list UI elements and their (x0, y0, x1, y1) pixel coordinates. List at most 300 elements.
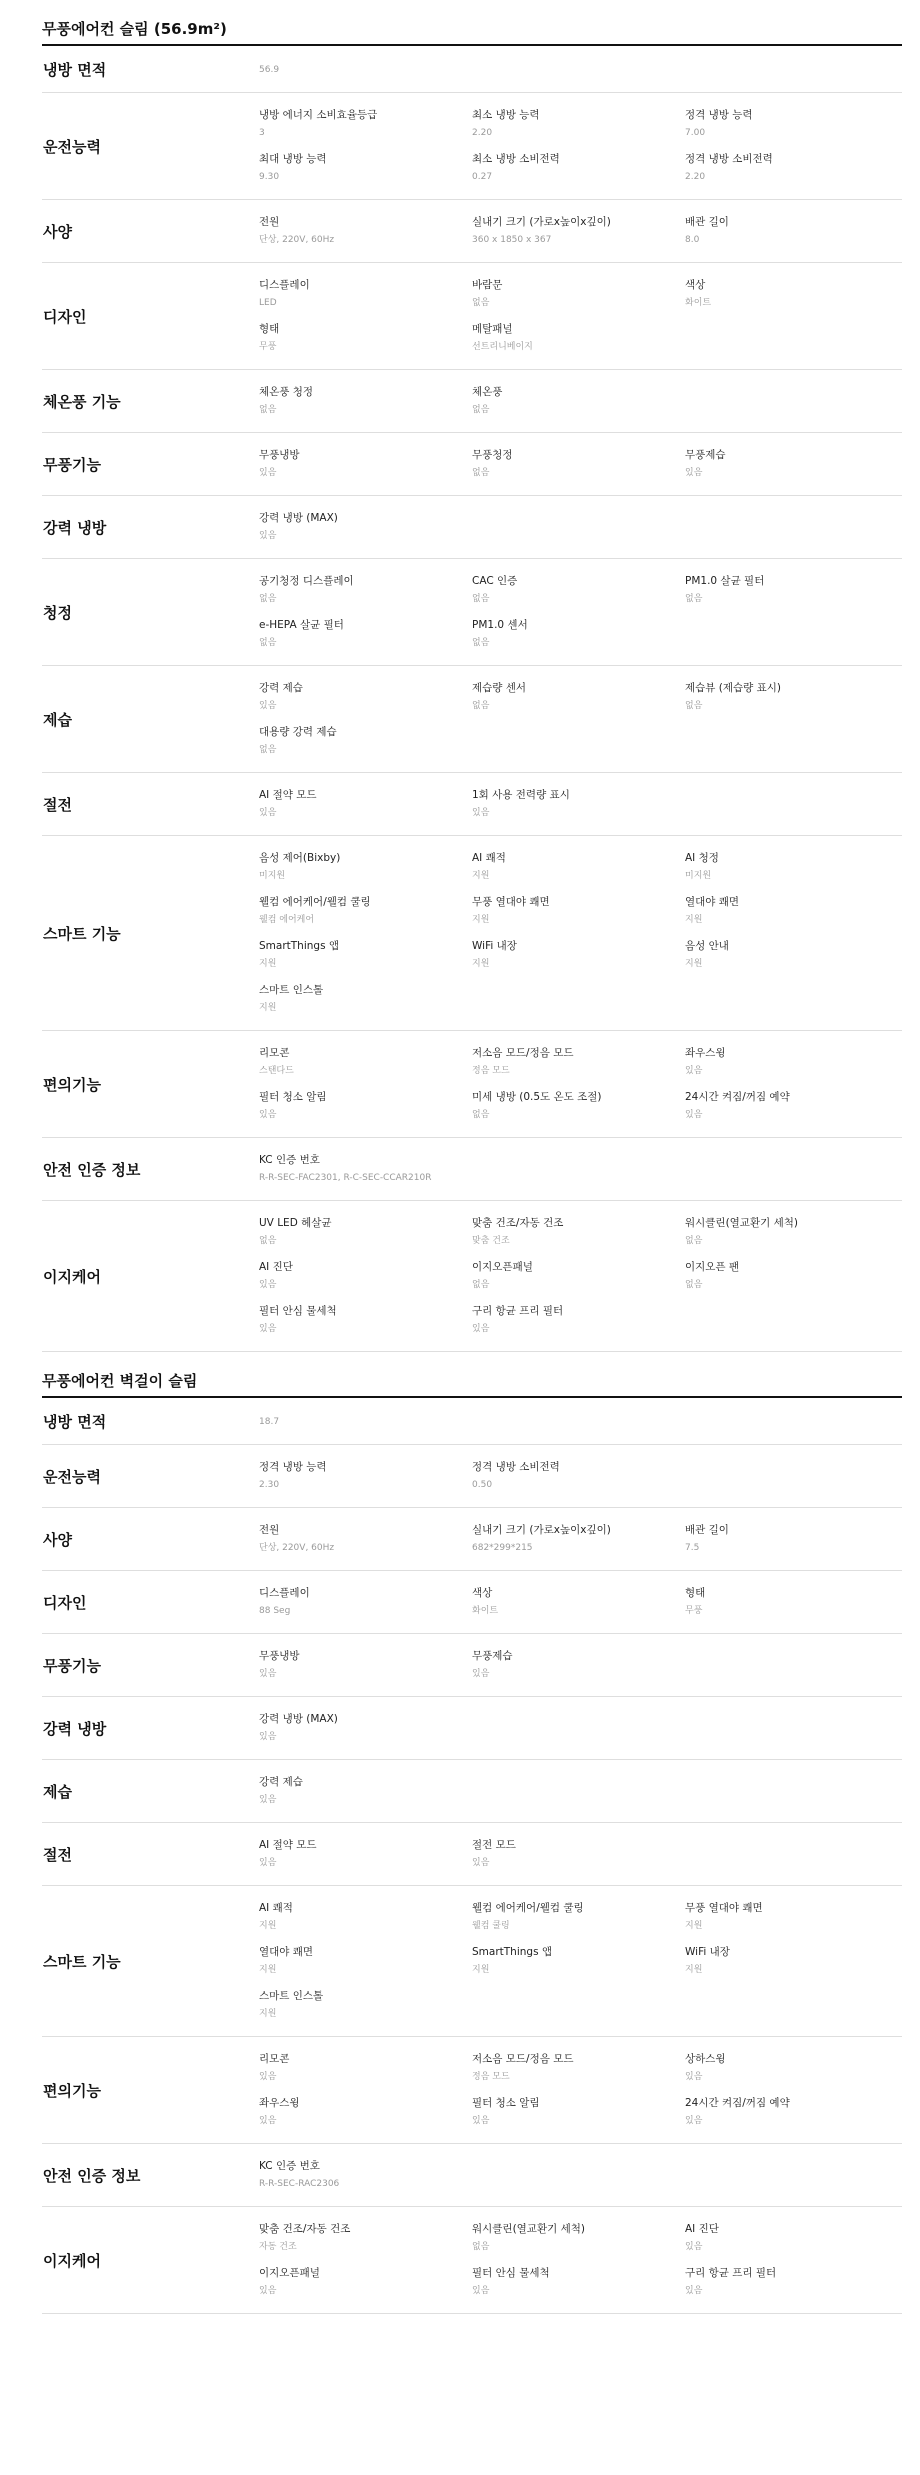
spec-item-name: 디스플레이 (259, 1587, 310, 1599)
spec-item-name: KC 인증 번호 (259, 2160, 320, 2172)
spec-item (259, 447, 472, 481)
spec-row (42, 370, 902, 433)
spec-item-name: 정격 냉방 능력 (259, 1461, 327, 1473)
spec-item (472, 1459, 685, 1493)
spec-items (259, 46, 902, 92)
spec-item-value: 0.50 (472, 1480, 493, 1490)
spec-row (42, 559, 902, 666)
spec-item (472, 2221, 685, 2255)
spec-item (259, 1259, 472, 1293)
spec-item-value: 있음 (259, 701, 277, 711)
spec-items (259, 836, 902, 1030)
spec-items (259, 1031, 902, 1137)
spec-items (259, 93, 902, 199)
spec-item (259, 1944, 472, 1978)
spec-item (685, 1045, 897, 1079)
spec-item-value: 88 Seg (259, 1606, 291, 1616)
spec-item-value: 지원 (472, 1965, 490, 1975)
spec-item (472, 214, 685, 248)
spec-item-name: 냉방 에너지 소비효율등급 (259, 109, 378, 121)
spec-item (259, 2265, 472, 2299)
spec-item-name: WiFi 내장 (472, 940, 517, 952)
spec-item-name: 웰컴 에어케어/웰컴 쿨링 (472, 1902, 584, 1914)
spec-item-name: 최대 냉방 능력 (259, 153, 327, 165)
spec-item-name: 워시클린(열교환기 세척) (472, 2223, 585, 2235)
spec-item (259, 151, 472, 185)
spec-row (42, 46, 902, 93)
spec-item (472, 277, 685, 311)
spec-item-value: 있음 (685, 2116, 703, 2126)
spec-items (259, 496, 902, 558)
spec-item-name: 정격 냉방 소비전력 (685, 153, 773, 165)
spec-item-name: AI 절약 모드 (259, 789, 317, 801)
spec-item-value: 있음 (259, 1732, 277, 1742)
spec-item (259, 1089, 472, 1123)
spec-item (685, 1215, 897, 1249)
spec-items (259, 433, 902, 495)
spec-item-name: 24시간 켜짐/꺼짐 예약 (685, 1091, 790, 1103)
spec-item-name: 강력 제습 (259, 1776, 303, 1788)
spec-item-name: PM1.0 센서 (472, 619, 528, 631)
spec-item-value: LED (259, 298, 277, 308)
spec-item (472, 617, 685, 651)
spec-item-value: 무풍 (259, 342, 277, 352)
spec-item-name: 배관 길이 (685, 1524, 729, 1536)
spec-item-name: 무풍 열대야 쾌면 (472, 896, 550, 908)
spec-item-name: 저소음 모드/정음 모드 (472, 1047, 574, 1059)
spec-item-value: 지원 (259, 1921, 277, 1931)
spec-item-value: 있음 (259, 1858, 277, 1868)
spec-item-name: 색상 (472, 1587, 493, 1599)
spec-category-label: 디자인 (43, 307, 87, 326)
spec-item (685, 1089, 897, 1123)
spec-item-value: 웰컴 쿨링 (472, 1921, 510, 1931)
spec-item-value: 있음 (259, 1795, 277, 1805)
spec-item (685, 573, 897, 607)
spec-item-name: 1회 사용 전력량 표시 (472, 789, 570, 801)
spec-item-name: 체온풍 청정 (259, 386, 314, 398)
spec-item (259, 1711, 472, 1745)
spec-item (685, 2095, 897, 2129)
spec-row (42, 666, 902, 773)
spec-row (42, 1398, 902, 1445)
spec-item (472, 321, 685, 355)
spec-item-value: 지원 (685, 1965, 703, 1975)
spec-item (259, 1459, 472, 1493)
spec-item-value: 단상, 220V, 60Hz (259, 1543, 335, 1553)
spec-items (259, 1697, 902, 1759)
spec-item (259, 1585, 472, 1619)
spec-category-label: 사양 (43, 1530, 72, 1549)
spec-item (472, 1089, 685, 1123)
spec-item-value: 있음 (472, 1858, 490, 1868)
spec-item-value: 지원 (685, 959, 703, 969)
spec-items (259, 263, 902, 369)
spec-item (259, 1648, 472, 1682)
spec-item-value: 56.9 (259, 65, 280, 75)
spec-item-value: 360 x 1850 x 367 (472, 235, 552, 245)
spec-item-value: 2.20 (472, 128, 493, 138)
spec-item-value: 없음 (472, 298, 490, 308)
spec-item (259, 1522, 472, 1556)
spec-items (259, 1634, 902, 1696)
spec-category-label: 사양 (43, 222, 72, 241)
spec-items (259, 1138, 902, 1200)
spec-category-label: 냉방 면적 (43, 1412, 107, 1431)
spec-item (472, 1522, 685, 1556)
spec-row (42, 93, 902, 200)
spec-item-name: 강력 제습 (259, 682, 303, 694)
spec-item (259, 787, 472, 821)
spec-item-name: 최소 냉방 소비전력 (472, 153, 560, 165)
spec-item-value: R-R-SEC-RAC2306 (259, 2179, 340, 2189)
spec-item-value: 있음 (472, 2116, 490, 2126)
spec-item-value: 있음 (259, 468, 277, 478)
spec-item-value: 미지원 (685, 871, 712, 881)
spec-item (685, 1522, 897, 1556)
spec-item-name: KC 인증 번호 (259, 1154, 320, 1166)
spec-item-name: 공기청정 디스플레이 (259, 575, 354, 587)
spec-item-name: 상하스윙 (685, 2053, 726, 2065)
spec-item-name: 워시클린(열교환기 세척) (685, 1217, 798, 1229)
spec-item-name: 색상 (685, 279, 706, 291)
spec-item-name: e-HEPA 살균 필터 (259, 619, 344, 631)
spec-item-value: 없음 (472, 701, 490, 711)
spec-item-name: 바람문 (472, 279, 503, 291)
spec-items (259, 666, 902, 772)
spec-item (259, 1900, 472, 1934)
spec-item-value: 있음 (259, 2286, 277, 2296)
spec-item-name: 필터 안심 물세척 (259, 1305, 337, 1317)
spec-item (472, 1045, 685, 1079)
spec-item-name: 열대야 쾌면 (685, 896, 740, 908)
spec-category-label: 스마트 기능 (43, 1952, 121, 1971)
spec-item-value: 웰컴 에어케어 (259, 915, 315, 925)
spec-item (259, 1988, 472, 2022)
spec-item (259, 850, 472, 884)
spec-item-value: 없음 (472, 594, 490, 604)
spec-items (259, 1445, 902, 1507)
spec-item-value: 화이트 (685, 298, 712, 308)
spec-item-value: 정음 모드 (472, 2072, 510, 2082)
spec-item-name: 필터 청소 알림 (259, 1091, 327, 1103)
spec-item-name: 메탈패널 (472, 323, 513, 335)
spec-item-name: 미세 냉방 (0.5도 온도 조절) (472, 1091, 602, 1103)
spec-item-value: 있음 (259, 808, 277, 818)
spec-items (259, 1760, 902, 1822)
spec-item-name: 전원 (259, 1524, 280, 1536)
spec-row (42, 1508, 902, 1571)
spec-item (472, 151, 685, 185)
spec-item-name: 제습량 센서 (472, 682, 527, 694)
spec-item-value: 미지원 (259, 871, 286, 881)
spec-item-name: PM1.0 살균 필터 (685, 575, 765, 587)
spec-row (42, 1571, 902, 1634)
spec-item (472, 1837, 685, 1871)
spec-item-value: 있음 (472, 808, 490, 818)
spec-category-label: 절전 (43, 1845, 72, 1864)
spec-item (259, 894, 472, 928)
spec-item (259, 982, 472, 1016)
spec-item-name: 최소 냉방 능력 (472, 109, 540, 121)
spec-item (259, 321, 472, 355)
spec-item-name: 절전 모드 (472, 1839, 516, 1851)
spec-item-name: 이지오픈패널 (472, 1261, 533, 1273)
spec-row (42, 1031, 902, 1138)
spec-item (685, 850, 897, 884)
spec-item-name: 이지오픈패널 (259, 2267, 320, 2279)
spec-item-value: 있음 (472, 1669, 490, 1679)
spec-item (472, 938, 685, 972)
spec-item-value: 8.0 (685, 235, 700, 245)
spec-category-label: 디자인 (43, 1593, 87, 1612)
spec-category-label: 절전 (43, 795, 72, 814)
spec-items (259, 1886, 902, 2036)
spec-item (472, 2051, 685, 2085)
spec-item-value: 없음 (685, 594, 703, 604)
spec-row (42, 1760, 902, 1823)
spec-item (685, 1944, 897, 1978)
spec-item-value: 없음 (259, 638, 277, 648)
spec-row (42, 2144, 902, 2207)
spec-item (472, 1585, 685, 1619)
spec-item (259, 617, 472, 651)
spec-item-name: AI 쾌적 (472, 852, 506, 864)
spec-item-value: 있음 (685, 2242, 703, 2252)
spec-item (259, 1215, 472, 1249)
spec-row (42, 2207, 902, 2314)
spec-item-name: 강력 냉방 (MAX) (259, 512, 338, 524)
spec-item-value: 있음 (259, 1280, 277, 1290)
spec-item-value: 있음 (685, 1066, 703, 1076)
spec-item-name: 디스플레이 (259, 279, 310, 291)
spec-item-value: 9.30 (259, 172, 280, 182)
spec-items (259, 200, 902, 262)
spec-item-name: WiFi 내장 (685, 1946, 730, 1958)
spec-item-value: 자동 건조 (259, 2242, 297, 2252)
spec-category-label: 무풍기능 (43, 455, 101, 474)
spec-item-name: 체온풍 (472, 386, 503, 398)
spec-item (685, 1259, 897, 1293)
spec-item-value: 18.7 (259, 1417, 280, 1427)
spec-item-value: 지원 (259, 2009, 277, 2019)
spec-category-label: 이지케어 (43, 1267, 101, 1286)
spec-item (259, 107, 472, 141)
spec-item (472, 1944, 685, 1978)
spec-item-value: 없음 (472, 638, 490, 648)
spec-item (685, 1900, 897, 1934)
spec-item (259, 1303, 472, 1337)
spec-category-label: 편의기능 (43, 2081, 101, 2100)
spec-item-name: 형태 (259, 323, 280, 335)
spec-item-name: 맞춤 건조/자동 건조 (472, 1217, 564, 1229)
spec-item (259, 2158, 472, 2192)
spec-item-name: 제습뷰 (제습량 표시) (685, 682, 782, 694)
section-title: 무풍에어컨 슬림 (56.9m²) (42, 0, 902, 46)
spec-category-label: 안전 인증 정보 (43, 2166, 141, 2185)
spec-item-name: 리모콘 (259, 2053, 290, 2065)
spec-item-name: 대용량 강력 제습 (259, 726, 337, 738)
spec-item (259, 1774, 472, 1808)
spec-item (259, 1152, 472, 1186)
spec-item (259, 680, 472, 714)
spec-item-name: 무풍냉방 (259, 449, 300, 461)
spec-row (42, 773, 902, 836)
spec-category-label: 운전능력 (43, 1467, 101, 1486)
spec-item-name: 스마트 인스톨 (259, 1990, 324, 2002)
spec-item (259, 2095, 472, 2129)
spec-item (259, 214, 472, 248)
spec-item (472, 107, 685, 141)
spec-item-value: 있음 (685, 468, 703, 478)
spec-category-label: 이지케어 (43, 2251, 101, 2270)
spec-item-value: 7.00 (685, 128, 706, 138)
spec-item (472, 573, 685, 607)
spec-items (259, 1823, 902, 1885)
spec-item (472, 680, 685, 714)
spec-item-name: 이지오픈 팬 (685, 1261, 740, 1273)
spec-item (472, 850, 685, 884)
spec-item (259, 60, 472, 78)
spec-item (472, 1303, 685, 1337)
spec-item (685, 2265, 897, 2299)
spec-item-name: 리모콘 (259, 1047, 290, 1059)
spec-category-label: 체온풍 기능 (43, 392, 121, 411)
spec-item-value: 없음 (259, 405, 277, 415)
spec-item-value: 없음 (259, 594, 277, 604)
spec-item-value: 화이트 (472, 1606, 499, 1616)
spec-page (42, 0, 902, 2314)
spec-item-name: AI 청정 (685, 852, 719, 864)
spec-item-value: 없음 (259, 745, 277, 755)
spec-item-value: 0.27 (472, 172, 493, 182)
spec-item-value: 있음 (685, 2286, 703, 2296)
spec-item (472, 384, 685, 418)
section-title: 무풍에어컨 벽걸이 슬림 (42, 1352, 902, 1398)
spec-item (259, 2221, 472, 2255)
spec-items (259, 1201, 902, 1351)
spec-item-value: 있음 (259, 1110, 277, 1120)
spec-item-value: 지원 (259, 1965, 277, 1975)
spec-item-value: 있음 (259, 531, 277, 541)
spec-item-value: 있음 (685, 1110, 703, 1120)
spec-item-name: 실내기 크기 (가로x높이x깊이) (472, 216, 611, 228)
spec-item-value: 지원 (259, 1003, 277, 1013)
spec-item-value: R-R-SEC-FAC2301, R-C-SEC-CCAR210R (259, 1173, 432, 1183)
spec-category-label: 강력 냉방 (43, 1719, 107, 1738)
spec-category-label: 무풍기능 (43, 1656, 101, 1675)
spec-item-value: 지원 (259, 959, 277, 969)
spec-item (259, 277, 472, 311)
spec-item-name: 형태 (685, 1587, 706, 1599)
spec-category-label: 강력 냉방 (43, 518, 107, 537)
spec-item-name: AI 진단 (259, 1261, 293, 1273)
spec-row (42, 263, 902, 370)
spec-item-value: 있음 (259, 2116, 277, 2126)
spec-row (42, 1697, 902, 1760)
spec-item-value: 7.5 (685, 1543, 700, 1553)
spec-item (685, 1585, 897, 1619)
spec-item (472, 2265, 685, 2299)
spec-item-name: 배관 길이 (685, 216, 729, 228)
spec-row (42, 836, 902, 1031)
spec-row (42, 1886, 902, 2037)
spec-items (259, 1571, 902, 1633)
spec-row (42, 496, 902, 559)
spec-items (259, 2207, 902, 2313)
spec-item-name: 웰컴 에어케어/웰컴 쿨링 (259, 896, 371, 908)
spec-item-value: 682*299*215 (472, 1543, 533, 1553)
spec-items (259, 773, 902, 835)
spec-item-name: 좌우스윙 (259, 2097, 300, 2109)
spec-item-value: 없음 (472, 2242, 490, 2252)
spec-item-value: 있음 (685, 2072, 703, 2082)
spec-item (472, 1648, 685, 1682)
spec-item-value: 있음 (472, 2286, 490, 2296)
spec-items (259, 370, 902, 432)
spec-item-name: 필터 안심 물세척 (472, 2267, 550, 2279)
spec-item-name: 24시간 켜짐/꺼짐 예약 (685, 2097, 790, 2109)
spec-item-value: 있음 (472, 1324, 490, 1334)
spec-item-value: 2.30 (259, 1480, 280, 1490)
spec-item-value: 단상, 220V, 60Hz (259, 235, 335, 245)
spec-items (259, 559, 902, 665)
spec-item (472, 1215, 685, 1249)
spec-item-value: 3 (259, 128, 265, 138)
spec-item-value: 없음 (472, 1280, 490, 1290)
spec-item-name: 강력 냉방 (MAX) (259, 1713, 338, 1725)
spec-item (259, 938, 472, 972)
spec-item (259, 1412, 472, 1430)
spec-item-name: 음성 안내 (685, 940, 729, 952)
spec-item (472, 787, 685, 821)
spec-item (259, 724, 472, 758)
spec-item (259, 2051, 472, 2085)
spec-item-value: 없음 (472, 1110, 490, 1120)
spec-item-name: 정격 냉방 능력 (685, 109, 753, 121)
spec-category-label: 청정 (43, 603, 72, 622)
spec-category-label: 운전능력 (43, 137, 101, 156)
spec-item-name: 무풍 열대야 쾌면 (685, 1902, 763, 1914)
spec-item-name: 실내기 크기 (가로x높이x깊이) (472, 1524, 611, 1536)
spec-item-value: 없음 (472, 468, 490, 478)
spec-item-name: AI 진단 (685, 2223, 719, 2235)
spec-item (259, 573, 472, 607)
spec-row (42, 200, 902, 263)
spec-item-name: AI 절약 모드 (259, 1839, 317, 1851)
spec-item-value: 맞춤 건조 (472, 1236, 510, 1246)
spec-category-label: 편의기능 (43, 1075, 101, 1094)
spec-item-name: 구리 항균 프리 필터 (472, 1305, 564, 1317)
spec-item-value: 정음 모드 (472, 1066, 510, 1076)
spec-item (259, 1045, 472, 1079)
spec-item-value: 스탠다드 (259, 1066, 294, 1076)
spec-item-value: 지원 (472, 959, 490, 969)
spec-item (472, 1900, 685, 1934)
spec-item-value: 있음 (259, 2072, 277, 2082)
spec-item-name: 무풍제습 (472, 1650, 513, 1662)
spec-item-name: 스마트 인스톨 (259, 984, 324, 996)
spec-row (42, 1201, 902, 1352)
spec-items (259, 2037, 902, 2143)
spec-item (685, 151, 897, 185)
spec-item-value: 지원 (472, 871, 490, 881)
spec-category-label: 제습 (43, 1782, 72, 1801)
spec-category-label: 냉방 면적 (43, 60, 107, 79)
spec-item-name: 무풍냉방 (259, 1650, 300, 1662)
spec-item (685, 680, 897, 714)
spec-item-value: 없음 (685, 701, 703, 711)
